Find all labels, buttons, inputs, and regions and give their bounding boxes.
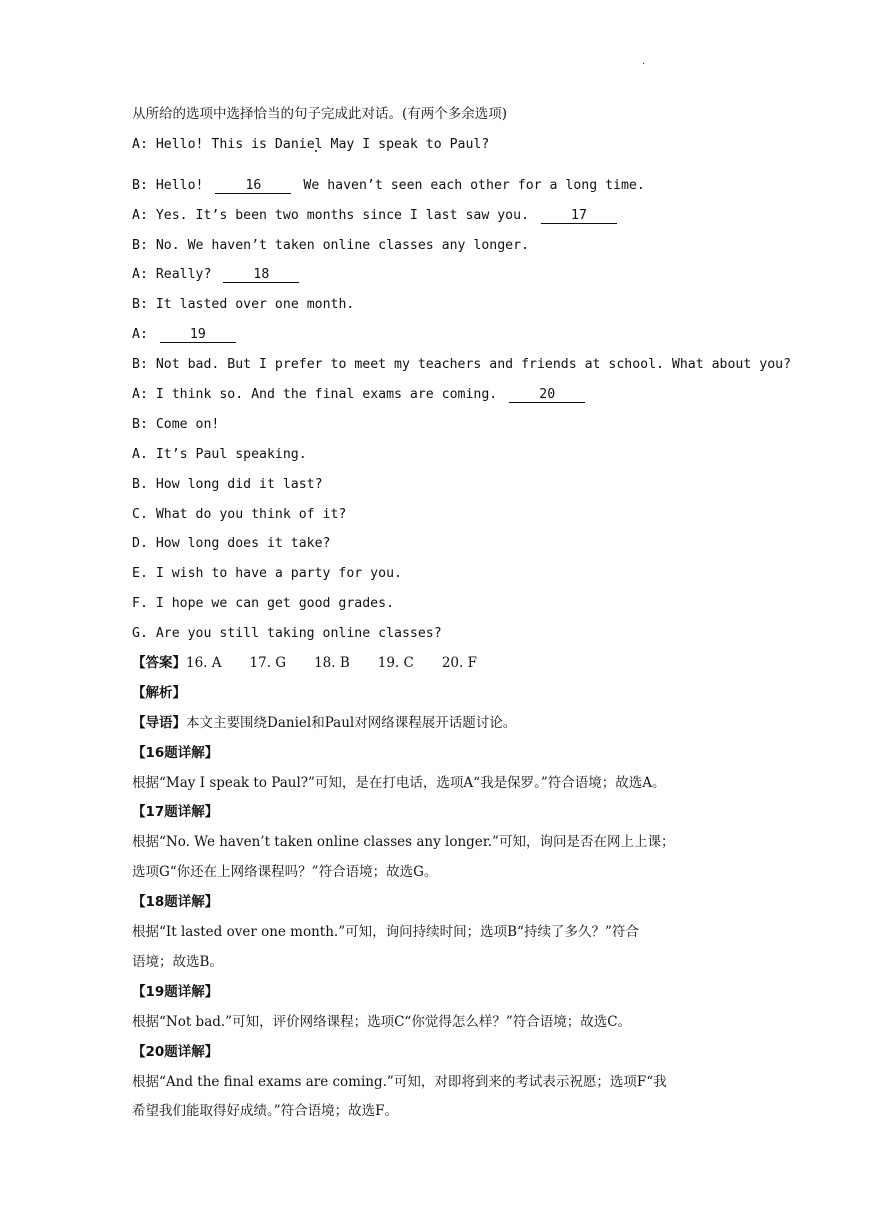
dialogue-text: Hello! This is Daniel May I speak to Paul?	[155, 136, 490, 152]
dialogue-text: No. We haven’t taken online classes any longer.	[155, 237, 530, 253]
detail-label: 【19题详解】	[132, 983, 219, 1000]
dialogue-line	[132, 320, 752, 350]
dialogue-line	[132, 290, 752, 320]
speaker: A:	[132, 327, 148, 343]
dialogue-line	[132, 130, 752, 160]
speaker: B:	[132, 237, 148, 253]
dialogue-text: Come on!	[155, 416, 220, 432]
instruction: 从所给的选项中选择恰当的句子完成此对话。(有两个多余选项)	[132, 106, 508, 122]
option-item: B. How long did it last?	[132, 476, 323, 492]
answer-blank: 19	[160, 327, 236, 343]
answer-item: 20. F	[441, 655, 477, 672]
answer-blank: 20	[509, 387, 585, 403]
detail-text: 根据“And the final exams are coming.”可知，对即将到来的考试表示祝愿；选项F“我	[132, 1073, 667, 1090]
dialogue-text: Yes. It’s been two months since I last saw you.	[155, 207, 530, 223]
dialogue-text: Not bad. But I prefer to meet my teachers and friends at school. What about you?	[155, 357, 792, 373]
detail-label: 【16题详解】	[132, 744, 219, 761]
dialogue-line	[132, 201, 752, 231]
option-item: E. I wish to have a party for you.	[132, 566, 402, 582]
dialogue-text: It lasted over one month.	[155, 297, 355, 313]
speaker: B:	[132, 177, 148, 193]
dialogue-text: Hello!	[155, 177, 204, 193]
option-item: A. It’s Paul speaking.	[132, 446, 307, 462]
guide-line	[132, 709, 752, 739]
detail-text: 根据“No. We haven’t taken online classes any longer.”可知，询问是否在网上上课；	[132, 834, 675, 851]
document-body	[132, 100, 792, 1127]
speaker: B:	[132, 357, 148, 373]
dialogue-text: Really?	[155, 267, 212, 283]
speaker: A:	[132, 136, 148, 152]
header-mark: .	[642, 56, 646, 67]
option-item: G. Are you still taking online classes?	[132, 626, 442, 642]
dialogue-line	[132, 380, 752, 410]
detail-text: 选项G“你还在上网络课程吗？”符合语境；故选G。	[132, 864, 438, 881]
detail-text: 希望我们能取得好成绩。”符合语境；故选F。	[132, 1103, 399, 1120]
options-list	[132, 440, 752, 649]
detail-text: 语境；故选B。	[132, 953, 223, 970]
dialogue-text-after: We haven’t seen each other for a long time.	[303, 177, 645, 193]
detail-label: 【20题详解】	[132, 1043, 219, 1060]
details	[132, 739, 752, 1128]
dialogue-line	[132, 350, 792, 380]
answer-blank: 17	[541, 208, 617, 224]
detail-text: 根据“It lasted over one month.”可知，询问持续时间；选项B“持续了多久？”符合	[132, 924, 639, 941]
answer-item: 17. G	[249, 655, 287, 672]
detail-label: 【17题详解】	[132, 804, 219, 821]
answer-item: 18. B	[314, 655, 350, 672]
answer-line	[132, 649, 752, 679]
dialogue-line	[132, 171, 752, 201]
analysis-label: 【解析】	[132, 684, 186, 701]
speaker: B:	[132, 297, 148, 313]
speaker: B:	[132, 416, 148, 432]
dialogue-line	[132, 410, 752, 440]
detail-text: 根据“Not bad.”可知，评价网络课程；选项C“你觉得怎么样？”符合语境；故选C。	[132, 1013, 632, 1030]
answer-items	[186, 655, 505, 671]
dialogue-line	[132, 231, 752, 261]
speaker: A:	[132, 207, 148, 223]
dialogue-line	[132, 260, 752, 290]
speaker: A:	[132, 267, 148, 283]
dialogue	[132, 130, 792, 440]
option-item: C. What do you think of it?	[132, 506, 347, 522]
guide-label: 【导语】	[132, 714, 186, 731]
detail-text: 根据“May I speak to Paul?”可知，是在打电话，选项A“我是保罗。”符合语境；故选A。	[132, 774, 666, 791]
option-item: D. How long does it take?	[132, 536, 331, 552]
answer-label: 【答案】	[132, 655, 186, 672]
option-item: F. I hope we can get good grades.	[132, 596, 395, 612]
answer-blank: 16	[215, 178, 291, 194]
dialogue-text: I think so. And the final exams are coming.	[155, 387, 498, 403]
answer-item: 16. A	[186, 655, 222, 672]
answer-blank: 18	[223, 267, 299, 283]
speaker: A:	[132, 387, 148, 403]
guide-text: 本文主要围绕Daniel和Paul对网络课程展开话题讨论。	[186, 714, 517, 731]
answer-item: 19. C	[377, 655, 414, 672]
detail-label: 【18题详解】	[132, 894, 219, 911]
